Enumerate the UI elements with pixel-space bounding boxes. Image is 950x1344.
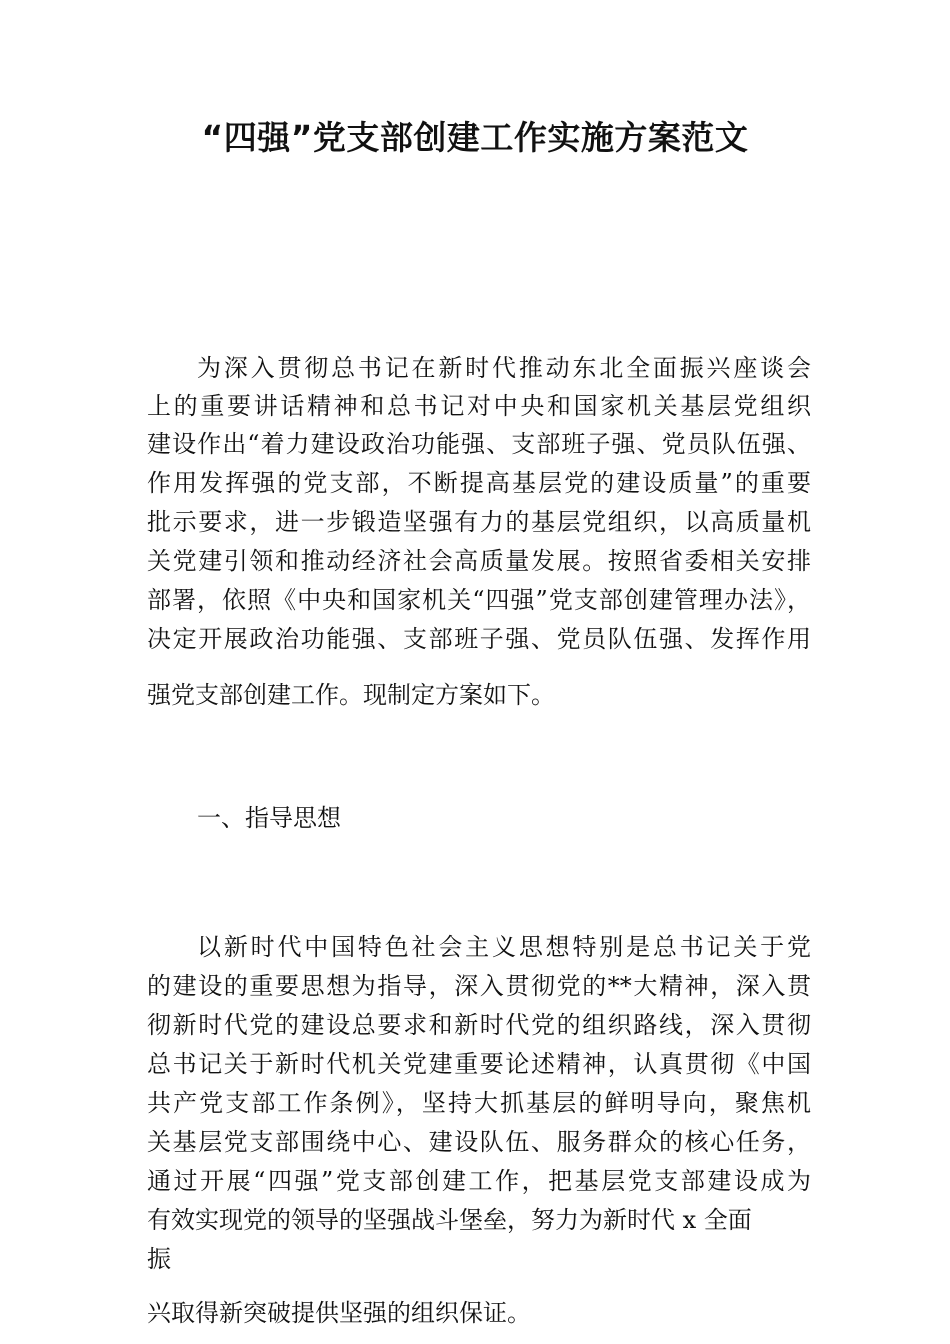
section1-line: 振 — [147, 1245, 171, 1273]
intro-line: 部署，依照《中央和国家机关“四强”党支部创建管理办法》， — [147, 586, 811, 614]
section1-line: 的建设的重要思想为指导，深入贯彻党的**大精神，深入贯 — [147, 972, 811, 1000]
intro-line: 决定开展政治功能强、支部班子强、党员队伍强、发挥作用 — [147, 625, 811, 653]
section1-line: 总书记关于新时代机关党建重要论述精神，认真贯彻《中国 — [147, 1050, 811, 1078]
intro-line: 关党建引领和推动经济社会高质量发展。按照省委相关安排 — [147, 547, 811, 575]
document-title: “四强”党支部创建工作实施方案范文 — [201, 118, 749, 157]
section-heading: 一、指导思想 — [197, 804, 341, 832]
section1-line: 以新时代中国特色社会主义思想特别是总书记关于党 — [197, 933, 811, 961]
intro-line: 作用发挥强的党支部，不断提高基层党的建设质量”的重要 — [147, 469, 811, 497]
section1-line: 彻新时代党的建设总要求和新时代党的组织路线，深入贯彻 — [147, 1011, 811, 1039]
section1-line: 共产党支部工作条例》，坚持大抓基层的鲜明导向，聚焦机 — [147, 1089, 811, 1117]
intro-line: 为深入贯彻总书记在新时代推动东北全面振兴座谈会 — [197, 354, 811, 382]
section1-line: 有效实现党的领导的坚强战斗堡垒，努力为新时代 x 全面 — [147, 1206, 752, 1234]
intro-line: 批示要求，进一步锻造坚强有力的基层党组织，以高质量机 — [147, 508, 811, 536]
section1-line: 关基层党支部围绕中心、建设队伍、服务群众的核心任务， — [147, 1128, 811, 1156]
intro-line: 建设作出“着力建设政治功能强、支部班子强、党员队伍强、 — [147, 430, 811, 458]
section1-line: 通过开展“四强”党支部创建工作，把基层党支部建设成为 — [147, 1167, 811, 1195]
section1-line: 兴取得新突破提供坚强的组织保证。 — [147, 1299, 531, 1327]
intro-line: 强党支部创建工作。现制定方案如下。 — [147, 681, 555, 709]
intro-line: 上的重要讲话精神和总书记对中央和国家机关基层党组织 — [147, 392, 811, 420]
